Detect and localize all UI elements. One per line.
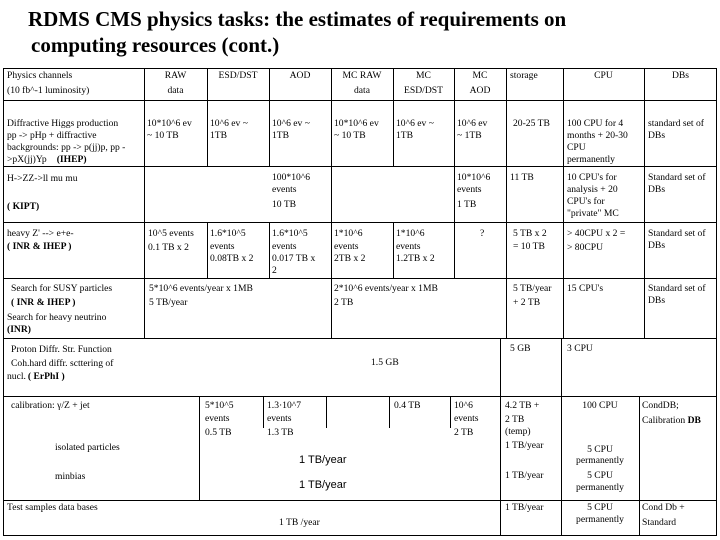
zprime-mcesd-1: 1*10^6 bbox=[396, 228, 425, 239]
calib-mcesd: 0.4 TB bbox=[394, 400, 421, 411]
calib-mcaod-2: events bbox=[454, 413, 479, 424]
zprime-mcaod: ? bbox=[480, 228, 485, 239]
zprime-aod-4: 2 bbox=[272, 265, 277, 276]
calib-channel-1: calibration: γ/Z + jet bbox=[11, 400, 90, 411]
susy-storage-1: 5 TB/year bbox=[513, 283, 552, 294]
hzz-mcaod-1: 10*10^6 bbox=[457, 172, 491, 183]
calib-aod-1: 1.3·10^7 bbox=[267, 400, 302, 411]
hzz-cpu-1: 10 CPU's for bbox=[567, 172, 617, 183]
page-title bbox=[28, 6, 718, 58]
diff-data: 1.5 GB bbox=[371, 357, 399, 368]
calib-cpu-4: 5 CPU bbox=[587, 470, 613, 481]
zprime-cpu-2: > 80CPU bbox=[567, 242, 604, 253]
test-dbs-2: Standard bbox=[642, 517, 677, 528]
susy-institute: ( INR & IHEP ) bbox=[11, 297, 76, 308]
hzz-institute: ( KIPT) bbox=[7, 201, 40, 212]
test-cpu-2: permanently bbox=[576, 514, 624, 525]
calib-dbs-2: Calibration DB bbox=[642, 415, 701, 426]
hzz-cpu-3: CPU's for bbox=[567, 196, 605, 207]
zprime-mcesd-2: events bbox=[396, 241, 421, 252]
higgs-channel-4: >pX(jj)Yp (IHEP) bbox=[7, 154, 87, 165]
zprime-storage-1: 5 TB x 2 bbox=[513, 228, 547, 239]
higgs-channel-1: Diffractive Higgs production bbox=[7, 118, 119, 129]
zprime-dbs-1: Standard set of bbox=[648, 228, 706, 239]
susy-channel-4: (INR) bbox=[7, 324, 31, 335]
zprime-storage-2: = 10 TB bbox=[513, 241, 545, 252]
hzz-dbs-1: Standard set of bbox=[648, 172, 706, 183]
susy-channel-3: Search for heavy neutrino bbox=[7, 312, 107, 323]
susy-channel-1: Search for SUSY particles bbox=[11, 283, 113, 294]
diff-channel-1: Proton Diffr. Str. Function bbox=[11, 344, 112, 355]
hzz-channel-1: H->ZZ->ll mu mu bbox=[7, 173, 78, 184]
header-aod: AOD bbox=[289, 70, 311, 81]
calib-esd-2: events bbox=[205, 413, 230, 424]
higgs-esd-1: 10^6 ev ~ bbox=[210, 118, 248, 129]
higgs-aod-1: 10^6 ev ~ bbox=[272, 118, 310, 129]
calib-channel-3: minbias bbox=[55, 471, 86, 482]
higgs-mcaod-2: ~ 1TB bbox=[457, 130, 482, 141]
higgs-esd-2: 1TB bbox=[210, 130, 228, 141]
hzz-aod-2: events bbox=[272, 184, 297, 195]
calib-mcaod-3: 2 TB bbox=[454, 427, 474, 438]
title-line-2: computing resources (cont.) bbox=[31, 33, 280, 57]
header-luminosity: (10 fb^-1 luminosity) bbox=[7, 85, 90, 96]
zprime-channel-1: heavy Z' --> e+e- bbox=[7, 228, 74, 239]
header-mc-esd-dst: ESD/DST bbox=[404, 85, 443, 96]
susy-data-2: 5 TB/year bbox=[149, 297, 188, 308]
zprime-raw-2: 0.1 TB x 2 bbox=[148, 242, 189, 253]
calib-storage-3: (temp) bbox=[505, 426, 531, 437]
calib-cpu-5: permanently bbox=[576, 482, 624, 493]
calib-storage-1: 4.2 TB + bbox=[505, 400, 540, 411]
diff-channel-3: nucl. ( ErPhI ) bbox=[7, 371, 65, 382]
test-storage: 1 TB/year bbox=[505, 502, 544, 513]
hzz-aod-1: 100*10^6 bbox=[272, 172, 311, 183]
zprime-mcraw-1: 1*10^6 bbox=[334, 228, 363, 239]
higgs-mcesd-2: 1TB bbox=[396, 130, 414, 141]
header-cpu: CPU bbox=[594, 70, 613, 81]
hzz-mcaod-2: events bbox=[457, 184, 482, 195]
higgs-mcesd-1: 10^6 ev ~ bbox=[396, 118, 434, 129]
header-mc-aod: MC bbox=[472, 70, 488, 81]
calib-cpu-1: 100 CPU bbox=[582, 400, 618, 411]
higgs-cpu-2: months + 20-30 bbox=[567, 130, 628, 141]
calib-mcaod-1: 10^6 bbox=[454, 400, 473, 411]
susy-dbs-1: Standard set of bbox=[648, 283, 706, 294]
higgs-aod-2: 1TB bbox=[272, 130, 290, 141]
calib-dbs-db: DB bbox=[687, 415, 701, 426]
zprime-mcesd-3: 1.2TB x 2 bbox=[396, 253, 435, 264]
test-channel: Test samples data bases bbox=[7, 502, 98, 513]
header-mc-raw: MC RAW bbox=[342, 70, 382, 81]
higgs-cpu-4: permanently bbox=[567, 154, 615, 165]
zprime-mcraw-2: events bbox=[334, 241, 359, 252]
zprime-esd-1: 1.6*10^5 bbox=[210, 228, 246, 239]
calib-storage-4: 1 TB/year bbox=[505, 440, 544, 451]
zprime-cpu-1: > 40CPU x 2 = bbox=[567, 228, 626, 239]
test-data: 1 TB /year bbox=[279, 517, 320, 528]
requirements-table bbox=[3, 68, 717, 536]
higgs-channel-3: backgrounds: pp -> p(jj)p, pp - bbox=[7, 142, 126, 153]
zprime-aod-2: events bbox=[272, 241, 297, 252]
header-mc-aod-2: AOD bbox=[469, 85, 491, 96]
susy-storage-2: + 2 TB bbox=[513, 297, 541, 308]
header-channels: Physics channels bbox=[7, 70, 73, 81]
calib-cpu-3: permanently bbox=[576, 455, 624, 466]
higgs-mcaod-1: 10^6 ev bbox=[457, 118, 488, 129]
test-cpu-1: 5 CPU bbox=[587, 502, 613, 513]
higgs-cpu-3: CPU bbox=[567, 142, 586, 153]
calib-storage-5: 1 TB/year bbox=[505, 470, 544, 481]
calib-dbs-1: CondDB; bbox=[642, 400, 679, 411]
hzz-aod-3: 10 TB bbox=[272, 199, 297, 210]
header-raw: RAW bbox=[164, 70, 187, 81]
calib-channel-2: isolated particles bbox=[55, 442, 120, 453]
diff-channel-2: Coh.hard diffr. scttering of bbox=[11, 358, 114, 369]
header-mc-esd: MC bbox=[416, 70, 431, 81]
hzz-dbs-2: DBs bbox=[648, 184, 666, 195]
hzz-storage: 11 TB bbox=[510, 172, 534, 183]
zprime-mcraw-3: 2TB x 2 bbox=[334, 253, 366, 264]
zprime-esd-2: events bbox=[210, 241, 235, 252]
higgs-raw-2: ~ 10 TB bbox=[147, 130, 179, 141]
zprime-aod-1: 1.6*10^5 bbox=[272, 228, 308, 239]
higgs-storage: 20-25 TB bbox=[513, 118, 550, 129]
susy-data-1: 5*10^6 events/year x 1MB bbox=[149, 283, 253, 294]
susy-cpu: 15 CPU's bbox=[567, 283, 604, 294]
calib-cpu-2: 5 CPU bbox=[587, 444, 613, 455]
diff-storage: 5 GB bbox=[510, 343, 531, 354]
hzz-cpu-4: "private" MC bbox=[567, 208, 619, 219]
calib-isolated-tb: 1 TB/year bbox=[299, 454, 347, 466]
calib-storage-2: 2 TB bbox=[505, 414, 525, 425]
higgs-cpu-1: 100 CPU for 4 bbox=[567, 118, 624, 129]
test-dbs-1: Cond Db + bbox=[642, 502, 685, 513]
calib-minbias-tb: 1 TB/year bbox=[299, 479, 347, 491]
higgs-mcraw-2: ~ 10 TB bbox=[334, 130, 366, 141]
zprime-aod-3: 0.017 TB x bbox=[272, 253, 316, 264]
header-dbs: DBs bbox=[671, 70, 690, 81]
header-mc-raw-data: data bbox=[354, 85, 370, 96]
title-line-1: RDMS CMS physics tasks: the estimates of requirements on bbox=[28, 7, 567, 31]
susy-mc-1: 2*10^6 events/year x 1MB bbox=[334, 283, 438, 294]
zprime-raw-1: 10^5 events bbox=[148, 228, 194, 239]
diff-institute: ( ErPhI ) bbox=[27, 371, 65, 382]
zprime-institute: ( INR & IHEP ) bbox=[7, 241, 72, 252]
zprime-dbs-2: DBs bbox=[648, 240, 666, 251]
higgs-institute: (IHEP) bbox=[56, 154, 87, 165]
zprime-esd-3: 0.08TB x 2 bbox=[210, 253, 254, 264]
calib-aod-2: events bbox=[267, 413, 292, 424]
higgs-dbs-1: standard set of bbox=[648, 118, 704, 129]
header-esd: ESD/DST bbox=[218, 70, 258, 81]
hzz-mcaod-3: 1 TB bbox=[457, 199, 477, 210]
calib-esd-1: 5*10^5 bbox=[205, 400, 234, 411]
higgs-raw-1: 10*10^6 ev bbox=[147, 118, 192, 129]
higgs-dbs-2: DBs bbox=[648, 130, 666, 141]
susy-mc-2: 2 TB bbox=[334, 297, 354, 308]
header-storage: storage bbox=[510, 70, 538, 81]
calib-esd-3: 0.5 TB bbox=[205, 427, 232, 438]
calib-aod-3: 1.3 TB bbox=[267, 427, 294, 438]
hzz-cpu-2: analysis + 20 bbox=[567, 184, 618, 195]
header-raw-data: data bbox=[167, 85, 184, 96]
diff-cpu: 3 CPU bbox=[567, 343, 593, 354]
higgs-channel-2: pp -> pHp + diffractive bbox=[7, 130, 97, 141]
susy-dbs-2: DBs bbox=[648, 295, 666, 306]
higgs-mcraw-1: 10*10^6 ev bbox=[334, 118, 379, 129]
